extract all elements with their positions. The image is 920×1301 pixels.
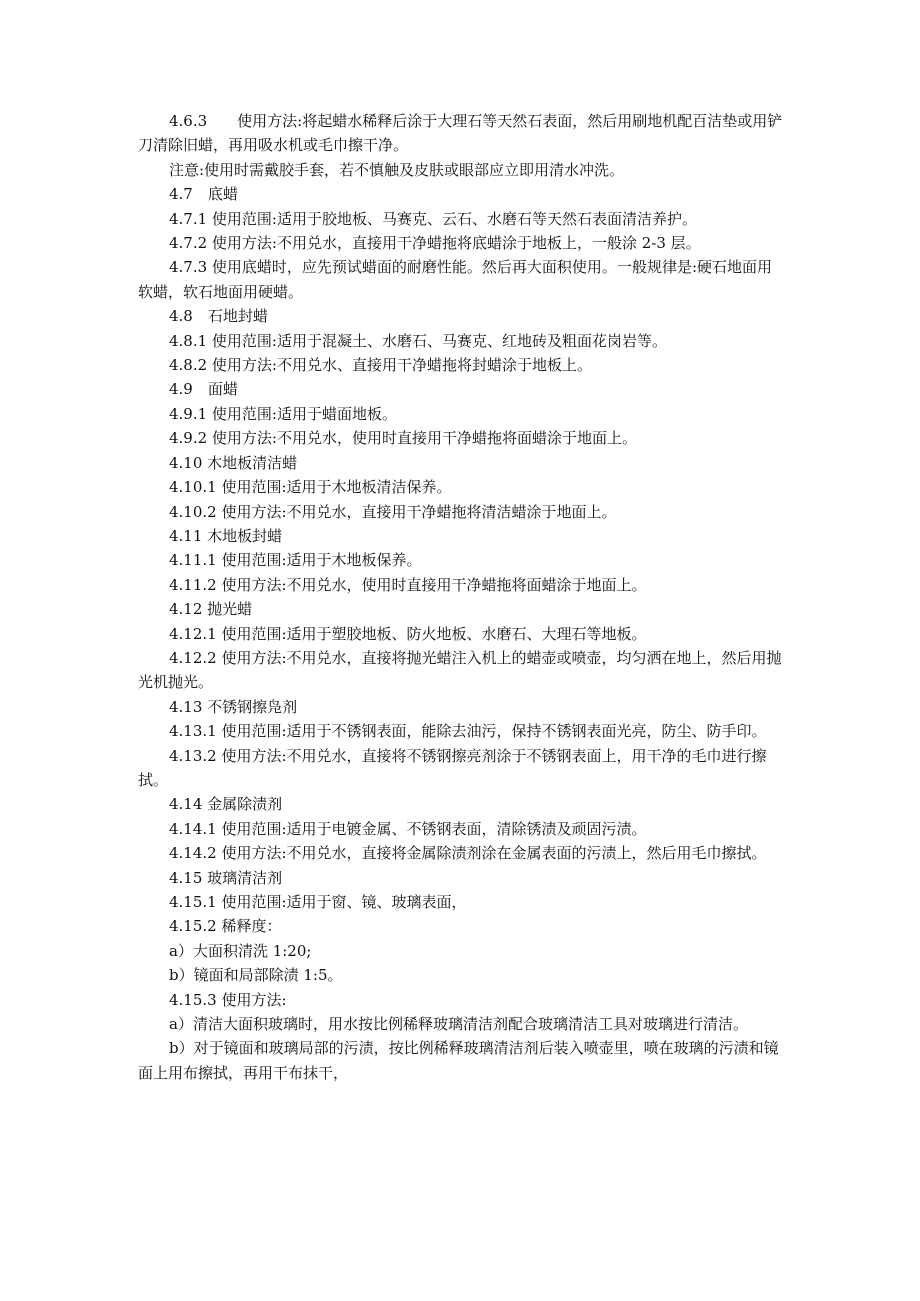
paragraph: 4.15.3 使用方法: — [169, 990, 287, 1009]
paragraph: 4.13 不锈钢擦凫剂 — [169, 697, 298, 716]
paragraph: 4.6.3 使用方法:将起蜡水稀释后涂于大理石等天然石表面，然后用刷地机配百洁垫或用铲刀清除旧蜡，再用吸水机或毛巾擦干净。 — [138, 112, 783, 155]
paragraph: 4.12.1 使用范围:适用于塑胶地板、防火地板、水磨石、大理石等地板。 — [169, 624, 647, 643]
paragraph: 4.7.2 使用方法:不用兑水，直接用干净蜡拖将底蜡涂于地板上，一般涂 2-3 层。 — [169, 234, 701, 253]
paragraph: 4.7 底蜡 — [169, 185, 238, 204]
paragraph: 4.11.2 使用方法:不用兑水，使用时直接用干净蜡拖将面蜡涂于地面上。 — [169, 575, 647, 594]
paragraph: 4.10 木地板清洁蜡 — [169, 453, 298, 472]
paragraph: 4.10.1 使用范围:适用于木地板清洁保养。 — [169, 478, 452, 497]
paragraph: b）对于镜面和玻璃局部的污渍，按比例稀释玻璃清洁剂后装入喷壶里，喷在玻璃的污渍和镜面上用布擦拭，再用干布抹干， — [138, 1039, 779, 1082]
paragraph: 4.9 面蜡 — [169, 380, 238, 399]
paragraph: 4.13.1 使用范围:适用于不锈钢表面，能除去油污，保持不锈钢表面光亮，防尘、防手印。 — [169, 722, 767, 741]
paragraph: 注意:使用时需戴胶手套，若不慎触及皮肤或眼部应立即用清水冲洗。 — [169, 160, 625, 179]
paragraph: 4.9.2 使用方法:不用兑水，使用时直接用干净蜡拖将面蜡涂于地面上。 — [169, 429, 637, 448]
paragraph: 4.12 抛光蜡 — [169, 600, 253, 619]
paragraph: b）镜面和局部除渍 1:5。 — [169, 966, 343, 985]
paragraph: 4.11.1 使用范围:适用于木地板保养。 — [169, 551, 422, 570]
paragraph: a）大面积清洗 1:20; — [169, 941, 312, 960]
paragraph: 4.14.2 使用方法:不用兑水，直接将金属除渍剂涂在金属表面的污渍上，然后用毛巾擦拭。 — [169, 844, 767, 863]
paragraph: a）清洁大面积玻璃时，用水按比例稀释玻璃清洁剂配合玻璃清洁工具对玻璃进行清洁。 — [169, 1015, 748, 1034]
paragraph: 4.14.1 使用范围:适用于电镀金属、不锈钢表面，清除锈渍及顽固污渍。 — [169, 819, 647, 838]
paragraph: 4.7.1 使用范围:适用于胶地板、马赛克、云石、水磨石等天然石表面清洁养护。 — [169, 209, 697, 228]
paragraph: 4.7.3 使用底蜡时，应先预试蜡面的耐磨性能。然后再大面积使用。一般规律是:硬石地面用软蜡，软石地面用硬蜡。 — [138, 258, 772, 301]
paragraph: 4.10.2 使用方法:不用兑水，直接用干净蜡拖将清洁蜡涂于地面上。 — [169, 502, 617, 521]
paragraph: 4.15.2 稀释度： — [169, 917, 282, 936]
paragraph: 4.9.1 使用范围:适用于蜡面地板。 — [169, 404, 397, 423]
paragraph: 4.8.1 使用范围:适用于混凝土、水磨石、马赛克、红地砖及粗面花岗岩等。 — [169, 331, 667, 350]
paragraph: 4.12.2 使用方法:不用兑水，直接将抛光蜡注入机上的蜡壶或喷壶，均匀洒在地上，然后用抛光机抛光。 — [138, 648, 782, 692]
paragraph: 4.8.2 使用方法:不用兑水、直接用干净蜡拖将封蜡涂于地板上。 — [169, 356, 592, 375]
paragraph: 4.13.2 使用方法:不用兑水，直接将不锈钢擦亮剂涂于不锈钢表面上，用干净的毛巾进行擦拭。 — [138, 746, 767, 789]
paragraph: 4.8 石地封蜡 — [169, 307, 268, 326]
paragraph: 4.14 金属除渍剂 — [169, 795, 283, 814]
paragraph: 4.15 玻璃清洁剂 — [169, 868, 283, 887]
document-body — [138, 109, 786, 1085]
paragraph: 4.15.1 使用范围:适用于窗、镜、玻璃表面， — [169, 893, 467, 911]
paragraph: 4.11 木地板封蜡 — [169, 526, 283, 545]
